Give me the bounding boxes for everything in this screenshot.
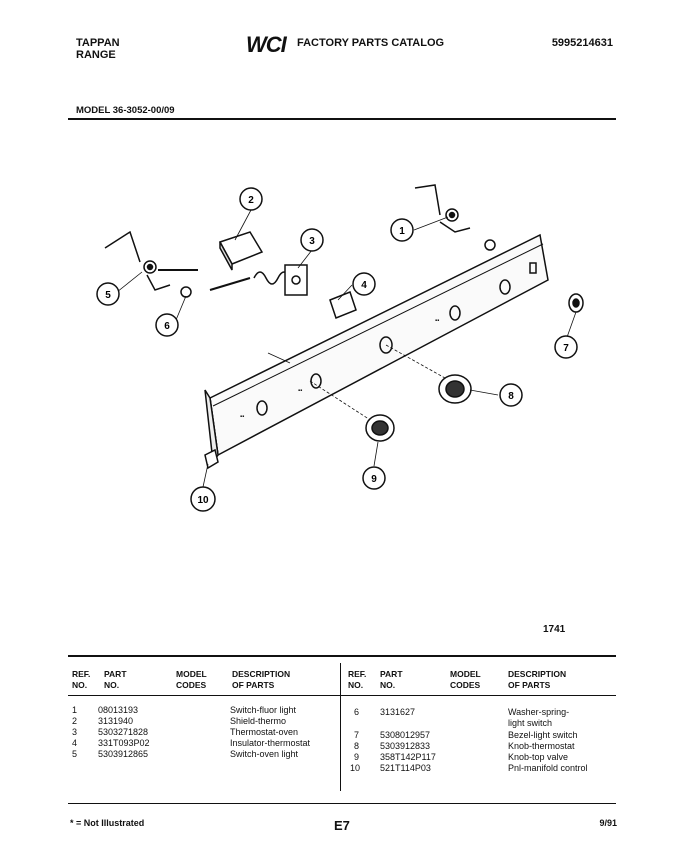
callout-2-label: 2 (248, 195, 254, 206)
brand-line-2: RANGE (76, 49, 116, 61)
callout-6-label: 6 (164, 321, 170, 332)
row-ref: 5 (72, 749, 78, 759)
callout-8 (500, 384, 522, 406)
catalog-title: FACTORY PARTS CATALOG (297, 37, 445, 49)
header-desc-r: DESCRIPTION (508, 669, 567, 679)
row-desc: Insulator-thermostat (230, 738, 311, 748)
header-underline (68, 695, 616, 696)
callout-3 (301, 229, 323, 251)
row-ref: 1 (72, 705, 78, 715)
table-row-continuation (68, 718, 616, 729)
table-row (68, 730, 616, 741)
svg-text:▪▪: ▪▪ (298, 388, 303, 394)
row-part: 5303912833 (380, 741, 431, 751)
row-desc: Bezel-light switch (508, 730, 578, 740)
header-no-r: NO. (348, 680, 364, 690)
table-top-rule (68, 655, 616, 657)
table-row (68, 741, 616, 752)
header-part-no-r: NO. (380, 680, 396, 690)
callout-4 (353, 273, 375, 295)
row-desc-continued: light switch (508, 718, 553, 728)
document-number: 5995214631 (551, 37, 613, 49)
row-ref: 7 (354, 730, 360, 740)
model-label: MODEL 36-3052-00/09 (76, 105, 175, 116)
callout-9 (363, 467, 385, 489)
wci-logo: WCI (246, 32, 286, 57)
header-model-r: MODEL (450, 669, 481, 679)
row-part: 5308012957 (380, 730, 431, 740)
row-part: 521T114P03 (380, 763, 431, 773)
figure-number: 1741 (543, 624, 566, 635)
row-part: 3131940 (98, 716, 134, 726)
row-part: 5303912865 (98, 749, 149, 759)
not-illustrated-note: * = Not Illustrated (70, 818, 145, 828)
row-desc: Knob-top valve (508, 752, 569, 762)
callout-5 (97, 283, 119, 305)
parts-table (68, 663, 616, 803)
callout-10 (191, 487, 215, 511)
row-ref: 3 (72, 727, 78, 737)
header-desc: DESCRIPTION (232, 669, 291, 679)
row-part: 08013193 (98, 705, 139, 715)
row-part: 3131627 (380, 707, 416, 717)
row-ref: 8 (354, 741, 360, 751)
header-model: MODEL (176, 669, 207, 679)
revision-date: 9/91 (599, 818, 617, 828)
row-desc: Switch-fluor light (230, 705, 297, 715)
row-ref: 9 (354, 752, 360, 762)
row-ref: 2 (72, 716, 78, 726)
row-desc: Knob-thermostat (508, 741, 575, 751)
row-desc: Shield-thermo (230, 716, 287, 726)
table-row (68, 763, 616, 774)
callout-7 (555, 336, 577, 358)
row-part: 5303271828 (98, 727, 149, 737)
row-part: 331T093P02 (98, 738, 150, 748)
header-of-parts: OF PARTS (232, 680, 275, 690)
brand-line-1: TAPPAN (76, 37, 120, 49)
row-desc: Washer-spring- (508, 707, 570, 717)
svg-text:▪▪: ▪▪ (435, 318, 440, 324)
callout-1 (391, 219, 413, 241)
callout-2 (240, 188, 262, 210)
callout-7-label: 7 (563, 343, 569, 354)
row-desc: Thermostat-oven (230, 727, 299, 737)
table-header-row (68, 669, 616, 680)
callout-10-label: 10 (197, 495, 209, 506)
callout-9-label: 9 (371, 474, 377, 485)
callout-1-label: 1 (399, 226, 405, 237)
header-part: PART (104, 669, 127, 679)
page-number: E7 (334, 818, 350, 833)
svg-text:▪▪: ▪▪ (240, 414, 245, 420)
row-desc: Pnl-manifold control (508, 763, 588, 773)
row-desc: Switch-oven light (230, 749, 299, 759)
header-part-no: NO. (104, 680, 120, 690)
callout-4-label: 4 (361, 280, 367, 291)
header-codes-r: CODES (450, 680, 481, 690)
row-ref: 4 (72, 738, 78, 748)
header-of-parts-r: OF PARTS (508, 680, 551, 690)
header-part-r: PART (380, 669, 403, 679)
row-ref: 6 (354, 707, 360, 717)
header-ref-r: REF. (348, 669, 367, 679)
table-row (68, 752, 616, 763)
header-no: NO. (72, 680, 88, 690)
callout-8-label: 8 (508, 391, 514, 402)
callout-3-label: 3 (309, 236, 315, 247)
row-part: 358T142P117 (380, 752, 436, 762)
callout-6 (156, 314, 178, 336)
table-header-row-2 (68, 680, 616, 691)
header-ref: REF. (72, 669, 91, 679)
table-bottom-rule (68, 803, 616, 804)
callout-5-label: 5 (105, 290, 111, 301)
table-row (68, 707, 616, 718)
row-ref: 10 (350, 763, 361, 773)
header-codes: CODES (176, 680, 207, 690)
